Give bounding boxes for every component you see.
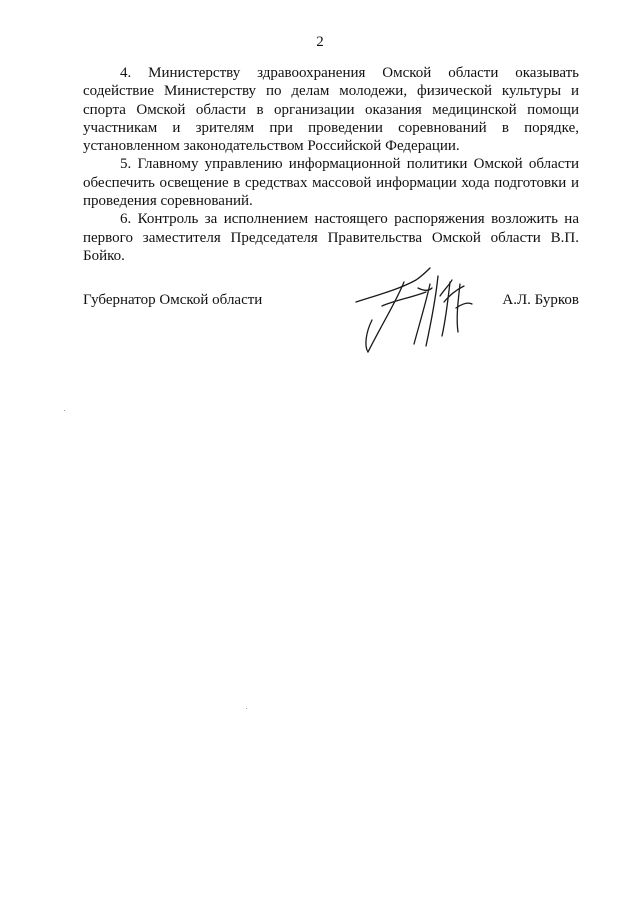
scan-speck: [64, 410, 65, 411]
signatory-name: А.Л. Бурков: [502, 292, 579, 308]
paragraph-6: 6. Контроль за исполнением настоящего распоряжения возложить на первого заместителя Председателя Правительства Омской области В.П. Бойко.: [83, 211, 579, 264]
document-body: [83, 64, 579, 265]
paragraph-4: 4. Министерству здравоохранения Омской области оказывать содействие Министерству по делам молодежи, физической культуры и спорта Омской области в организации оказания медицинской помощи участникам и зрителям при проведении соревнований в порядке, установленном законодательством Российской Федерации.: [83, 65, 579, 155]
signatory-position: Губернатор Омской области: [83, 292, 263, 308]
scan-speck: [246, 708, 247, 709]
paragraph-5: 5. Главному управлению информационной политики Омской области обеспечить освещение в средствах массовой информации хода подготовки и проведения соревнований.: [83, 156, 579, 210]
handwritten-signature: [352, 262, 476, 358]
page-number: 2: [316, 34, 324, 50]
signature-block: [83, 291, 579, 311]
